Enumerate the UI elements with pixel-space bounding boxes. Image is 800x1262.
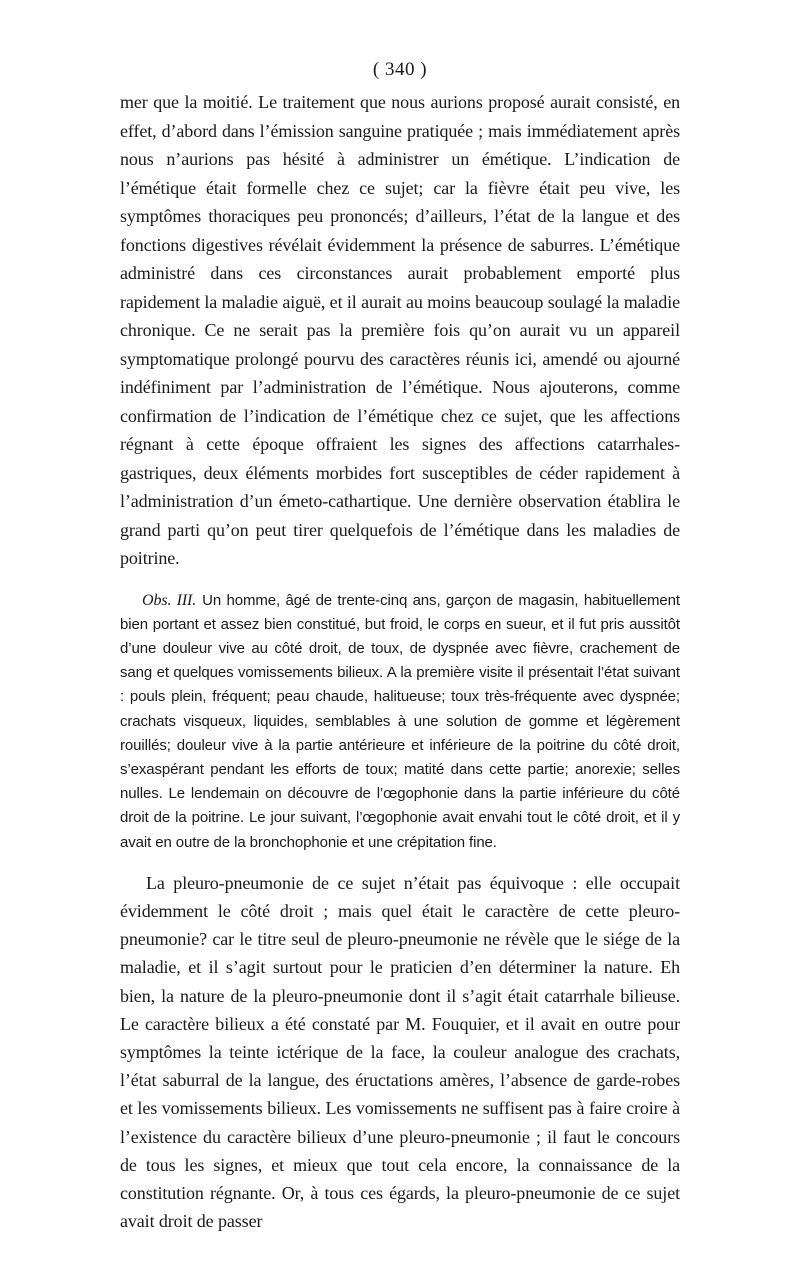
observation-text: Un homme, âgé de trente-cinq ans, garçon de magasin, habituellement bien portant et assez bien constitué, but froid, le corps en sueur, et il fut pris aussitôt d’une douleur vive au côté droit, de toux, de dyspnée avec fièvre, crachement de sang et quelques vomissements bilieux. A la première visite il présentait l’état suivant : pouls plein, fréquent; peau chaude, halitueuse; toux très-fréquente avec dyspnée; crachats visqueux, liquides, semblables à une solution de gomme et légèrement rouillés; douleur vive à la partie antérieure et inférieure de la poitrine du côté droit, s’exaspérant pendant les efforts de toux; matité dans cette partie; anorexie; selles nulles. Le lendemain on découvre de l’œgophonie dans la partie inférieure du côté droit de la poitrine. Le jour suivant, l’œgophonie avait envahi tout le côté droit, et il y avait en outre de la bronchophonie et une crépitation fine. [120,591,680,851]
discussion-paragraph: La pleuro-pneumonie de ce sujet n’était pas équivoque : elle occupait évidemment le côté droit ; mais quel était le caractère de cette pleuro-pneumonie? car le titre seul de pleuro-pneumonie ne révèle que le siége de la maladie, et il s’agit surtout pour le praticien d’en déterminer la nature. Eh bien, la nature de la pleuro-pneumonie dont il s’agit était catarrhale bilieuse. Le caractère bilieux a été constaté par M. Fouquier, et il avait en outre pour symptômes la teinte ictérique de la face, la couleur analogue des crachats, l’état saburral de la langue, des éructations amères, l’absence de garde-robes et les vomissements bilieux. Les vomissements ne suffisent pas à faire croire à l’existence du caractère bilieux d’une pleuro-pneumonie ; il faut le concours de tous les signes, et mieux que tout cela encore, la connaissance de la constitution régnante. Or, à tous ces égards, la pleuro-pneumonie de ce sujet avait droit de passer [120,872,680,1232]
page-number: ( 340 ) [372,59,428,80]
book-page [120,58,680,1235]
continuation-paragraph: mer que la moitié. Le traitement que nous aurions proposé aurait consisté, en effet, d’abord dans l’émission sanguine pratiquée ; mais immédiatement après nous n’aurions pas hésité à administrer un émétique. L’indication de l’émétique était formelle chez ce sujet; car la fièvre était peu vive, les symptômes thoraciques peu prononcés; d’ailleurs, l’état de la langue et des fonctions digestives révélait évidemment la présence de saburres. L’émétique administré dans ces circonstances aurait probablement emporté plus rapidement la maladie aiguë, et il aurait au moins beaucoup soulagé la maladie chronique. Ce ne serait pas la première fois qu’on aurait vu un appareil symptomatique prolongé pourvu des caractères réunis ici, amendé ou ajourné indéfiniment par l’administration de l’émétique. Nous ajouterons, comme confirmation de l’indication de l’émétique chez ce sujet, que les affections régnant à cette époque offraient les signes des affections catarrhales-gastriques, deux éléments morbides fort susceptibles de céder rapidement à l’administration d’un émeto-cathartique. Une dernière observation établira le grand parti qu’on peut tirer quelquefois de l’émétique dans les maladies de poitrine. [120,92,680,568]
observation-paragraph [120,589,680,855]
observation-label: Obs. III. [142,591,197,609]
